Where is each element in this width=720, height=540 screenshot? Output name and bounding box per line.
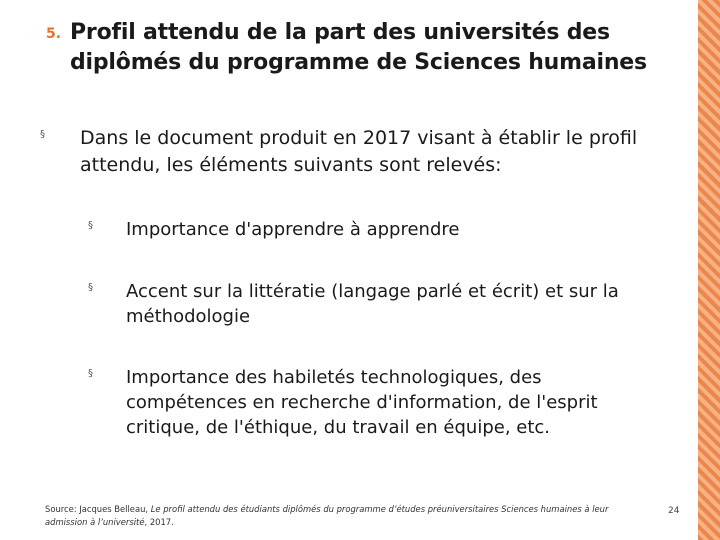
list-item-text: Importance d'apprendre à apprendre [126,219,460,240]
bullet-icon: § [88,282,93,293]
list-item [88,217,668,242]
list-item [88,365,668,440]
footnote-suffix: , 2017. [144,517,174,527]
slide-title [70,18,680,78]
intro-paragraph [40,125,660,179]
bullet-icon: § [88,368,93,379]
title-line-2: diplômés du programme de Sciences humaines [70,50,647,75]
heading-number: 5. [46,26,62,42]
footnote-title: Le profil attendu des étudiants diplômés du programme d’études préuniversitaires Sciences humaines à leur admission à l’université [45,504,609,527]
source-footnote [45,503,635,529]
list-item [88,279,668,329]
bullet-icon: § [88,220,93,231]
list-item-text: Accent sur la littératie (langage parlé et écrit) et sur la méthodologie [126,281,619,327]
intro-text: Dans le document produit en 2017 visant à établir le profil attendu, les éléments suivants sont relevés: [80,127,638,176]
bullet-icon: § [40,129,45,140]
page-number: 24 [668,506,680,516]
footnote-prefix: Source: Jacques Belleau, [45,504,151,514]
slide-heading [40,18,680,78]
decorative-edge-band [698,0,720,540]
list-item-text: Importance des habiletés technologiques, des compétences en recherche d'information, de l'esprit critique, de l'éthique, du travail en équipe, etc. [126,367,598,438]
title-line-1: Profil attendu de la part des universités des [70,20,610,45]
